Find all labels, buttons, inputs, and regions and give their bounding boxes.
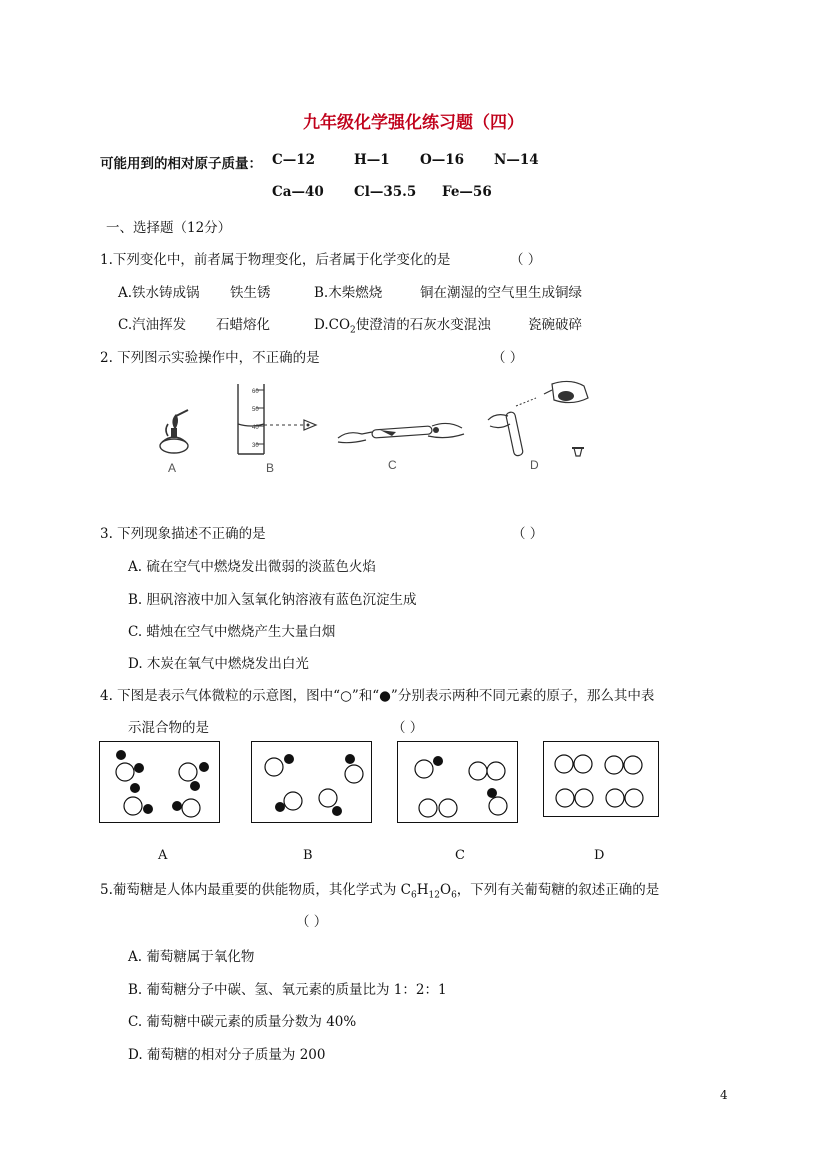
q1-opt-a1: A.铁水铸成锅	[118, 285, 200, 301]
tick-60: 60	[252, 389, 259, 395]
mass-fe: Fe—56	[442, 184, 492, 200]
particle-box-c	[397, 741, 518, 823]
q3-opt-a: A. 硫在空气中燃烧发出微弱的淡蓝色火焰	[128, 559, 376, 575]
particle-box-a	[99, 741, 220, 823]
mass-h: H—1	[354, 152, 390, 168]
box-c-particles	[398, 742, 517, 822]
q2-stem: 2. 下列图示实验操作中，不正确的是	[100, 350, 320, 366]
q5-stem	[100, 878, 659, 901]
q1-opt-a2: 铁生锈	[230, 285, 271, 301]
q5-h: H	[416, 882, 429, 898]
q5-sub-6: 6	[411, 890, 417, 901]
q1-opt-d2: 瓷碗破碎	[528, 317, 582, 333]
q1-opt-d-text: 使澄清的石灰水变混浊	[355, 317, 491, 333]
q4-stem: 4. 下图是表示气体微粒的示意图，图中“○”和“●”分别表示两种不同元素的原子，那么其中表	[100, 688, 655, 704]
tick-50: 50	[252, 407, 259, 413]
box-a-particles	[100, 742, 219, 822]
box-b-label: B	[303, 848, 313, 863]
q1-opt-d-sub: 2	[350, 325, 356, 336]
figure-c-label: C	[388, 458, 397, 472]
q1-opt-b1: B.木柴燃烧	[314, 285, 383, 301]
figure-a-label: A	[168, 461, 177, 475]
q5-sub-12: 12	[428, 890, 440, 901]
mass-o: O—16	[420, 152, 465, 168]
q1-paren: （ ）	[510, 252, 542, 268]
particle-box-b	[251, 741, 372, 823]
mass-ca: Ca—40	[272, 184, 324, 200]
q3-paren: （ ）	[512, 526, 544, 542]
figure-b-label: B	[266, 461, 275, 475]
particle-box-d	[543, 741, 659, 817]
q5-opt-b: B. 葡萄糖分子中碳、氢、氧元素的质量比为 1：2：1	[128, 982, 447, 998]
q4-stem-2: 示混合物的是	[128, 720, 209, 736]
figure-c-test-tube	[336, 418, 466, 448]
q3-stem: 3. 下列现象描述不正确的是	[100, 526, 266, 542]
q5-sub-6b: 6	[451, 890, 457, 901]
q5-opt-a: A. 葡萄糖属于氧化物	[128, 949, 255, 965]
figure-b-cylinder	[228, 384, 323, 456]
q2-paren: （ ）	[492, 350, 524, 366]
q5-opt-c: C. 葡萄糖中碳元素的质量分数为 40%	[128, 1014, 357, 1030]
q1-stem: 1.下列变化中，前者属于物理变化，后者属于化学变化的是	[100, 252, 451, 268]
q1-opt-c1: C.汽油挥发	[118, 317, 187, 333]
q5-stem-a: 5.葡萄糖是人体内最重要的供能物质，其化学式为 C	[100, 882, 412, 898]
box-b-particles	[252, 742, 371, 822]
section-heading: 一、选择题（12分）	[106, 220, 232, 236]
atomic-mass-label: 可能用到的相对原子质量：	[100, 156, 262, 172]
page-title: 九年级化学强化练习题（四）	[303, 113, 524, 133]
box-a-label: A	[158, 848, 168, 863]
figure-a-alcohol-lamp	[150, 408, 200, 458]
q3-opt-d: D. 木炭在氧气中燃烧发出白光	[128, 656, 309, 672]
q1-opt-c2: 石蜡熔化	[216, 317, 270, 333]
box-c-label: C	[455, 848, 465, 863]
box-d-label: D	[594, 848, 605, 863]
tick-30: 30	[252, 443, 259, 449]
tick-40: 40	[252, 425, 259, 431]
q5-o: O	[439, 882, 452, 898]
mass-n: N—14	[494, 152, 539, 168]
q5-opt-d: D. 葡萄糖的相对分子质量为 200	[128, 1047, 326, 1063]
q3-opt-c: C. 蜡烛在空气中燃烧产生大量白烟	[128, 624, 336, 640]
q1-opt-d-co: D.CO	[314, 317, 351, 333]
figure-d-pouring	[486, 376, 596, 460]
q3-opt-b: B. 胆矾溶液中加入氢氧化钠溶液有蓝色沉淀生成	[128, 592, 417, 608]
q5-stem-b: ，下列有关葡萄糖的叙述正确的是	[456, 882, 660, 898]
q4-paren: （ ）	[392, 720, 424, 736]
q1-opt-d1	[314, 313, 491, 336]
page-number: 4	[720, 1088, 728, 1102]
figure-d-label: D	[530, 458, 539, 472]
mass-c: C—12	[272, 152, 316, 168]
q5-paren: （ ）	[296, 914, 328, 930]
q1-opt-b2: 铜在潮湿的空气里生成铜绿	[420, 285, 582, 301]
mass-cl: Cl—35.5	[354, 184, 417, 200]
box-d-particles	[544, 742, 658, 816]
